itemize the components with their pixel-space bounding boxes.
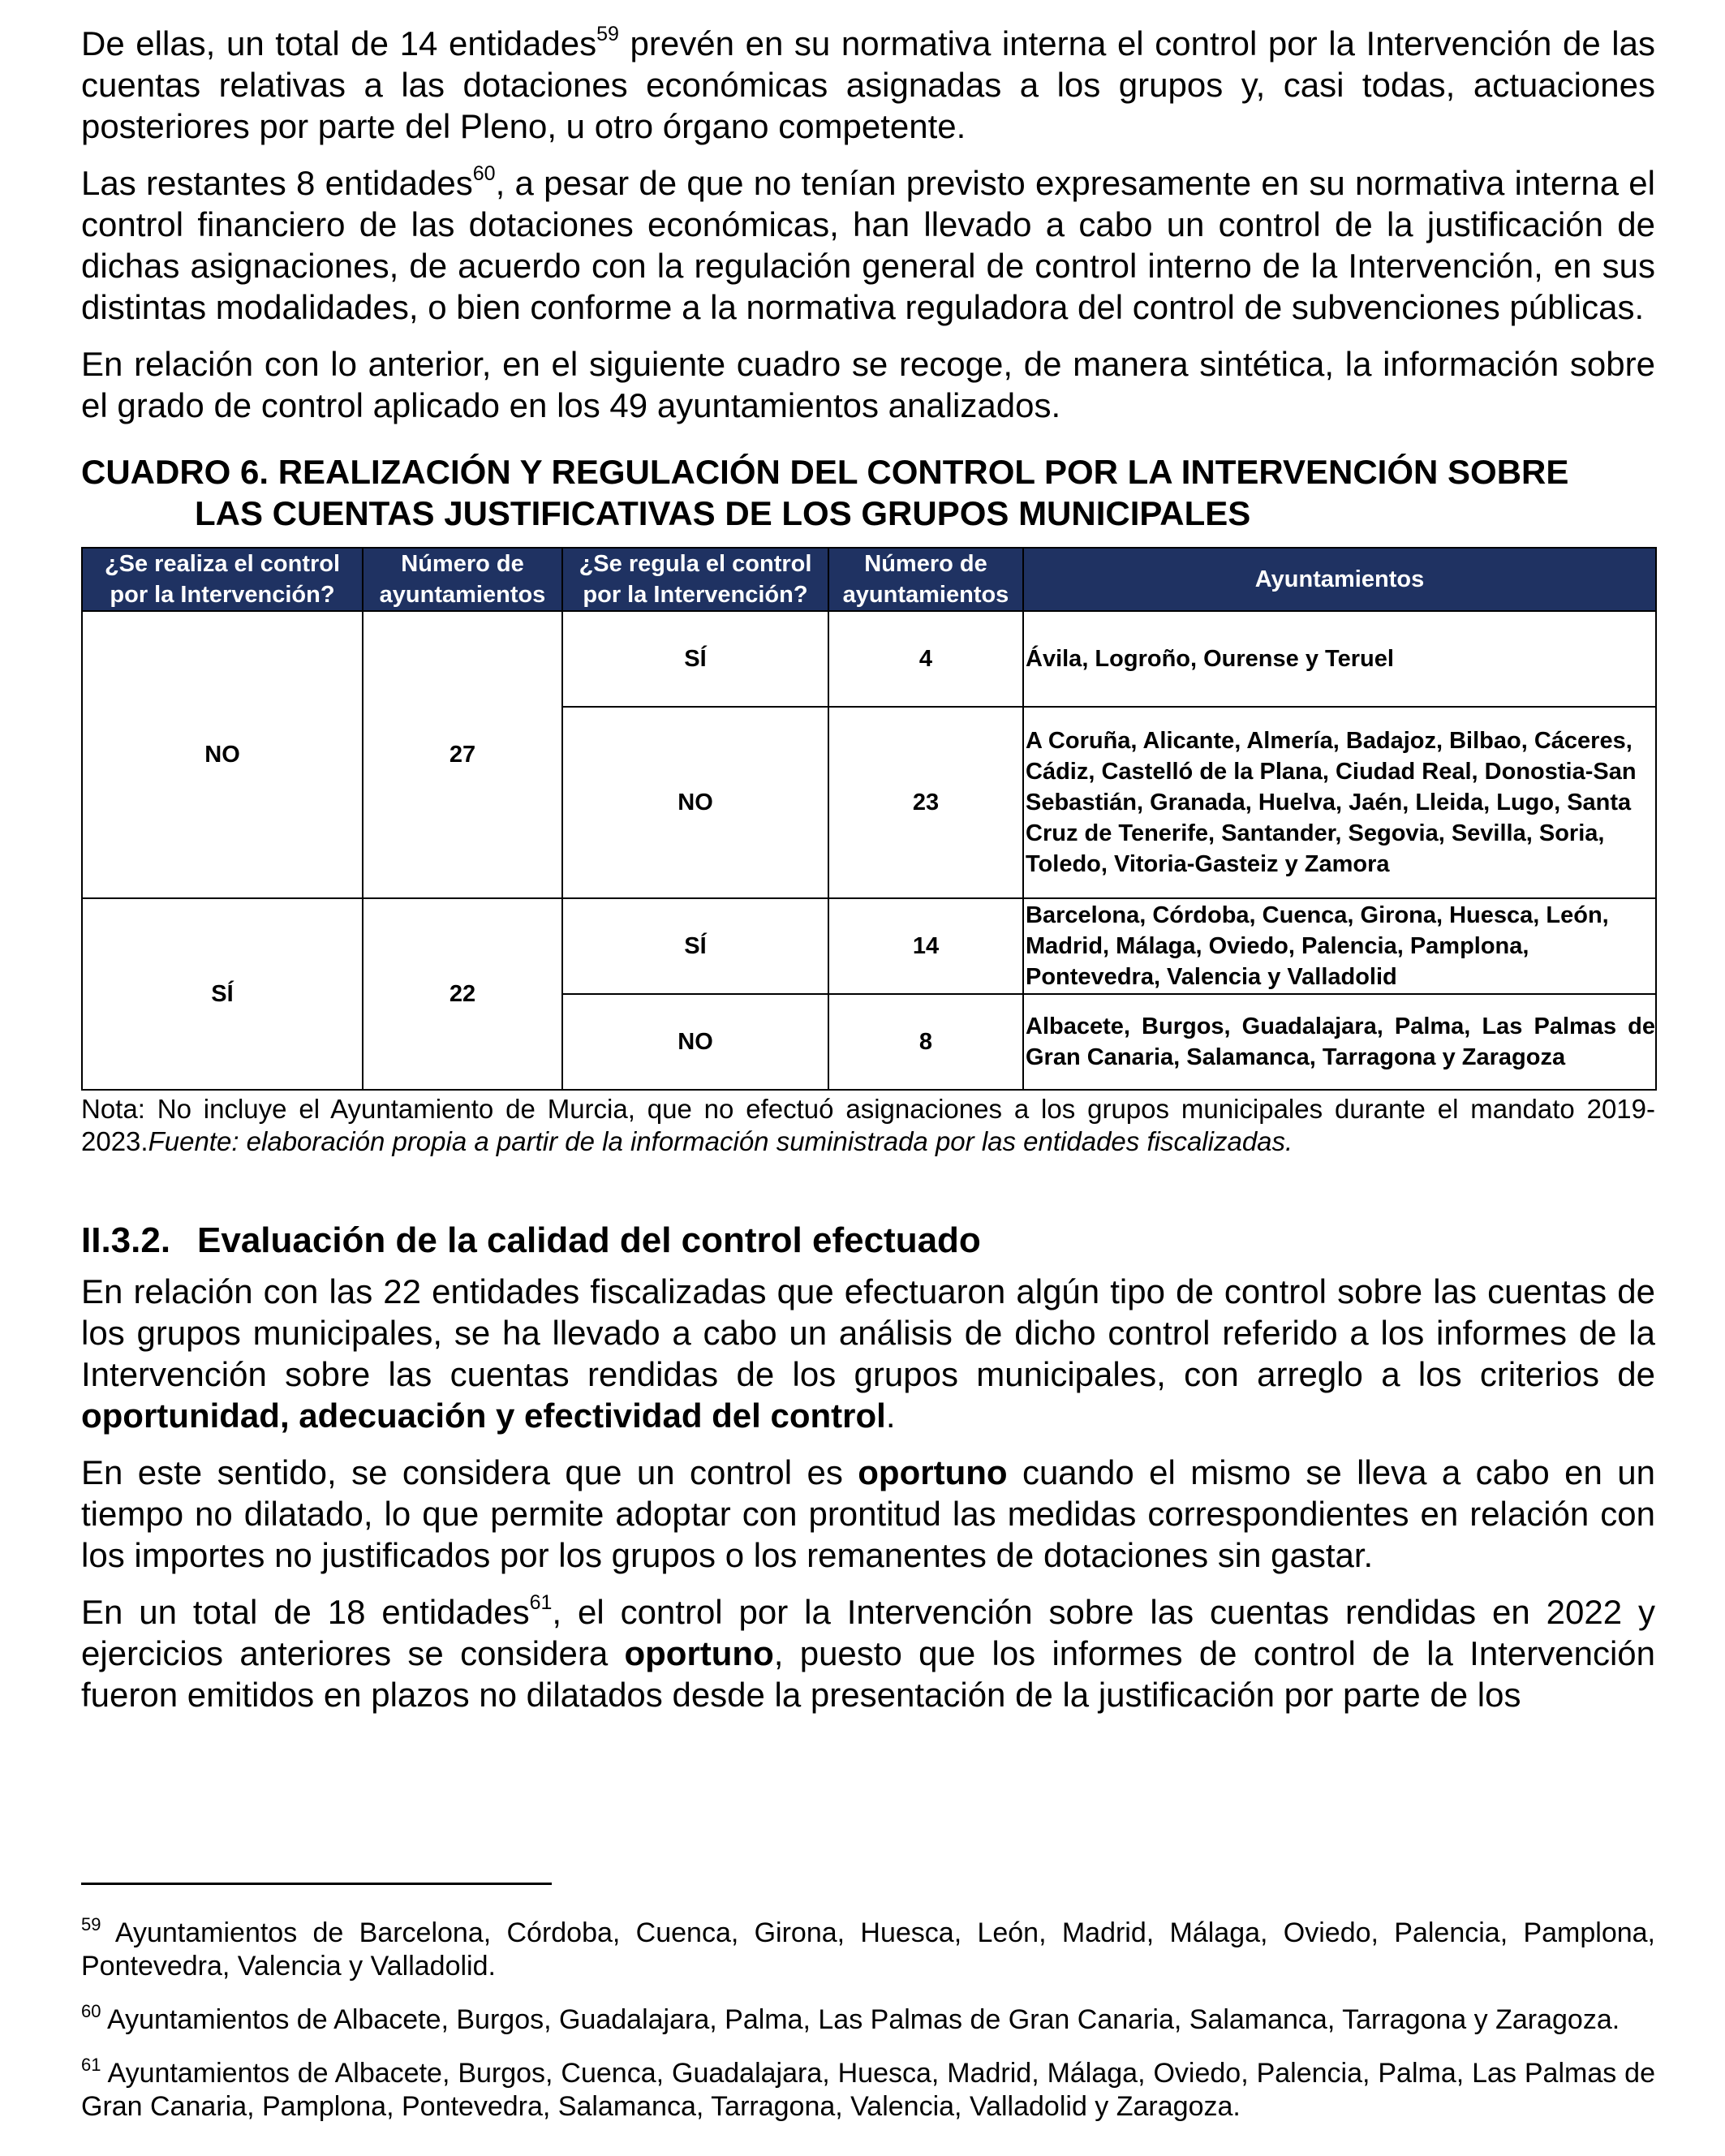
- table-header-row: [82, 548, 1656, 611]
- paragraph-8-entidades: Las restantes 8 entidades$^{60}$, a pesar de que no tenían previsto expresamente en su normativa interna el control financiero de las dotaciones económicas, han llevado a cabo un control de la justificación de dichas asignaciones, de acuerdo con la regulación general de control interno de la Intervención, en sus distintas modalidades, o bien conforme a la normativa reguladora del control de subvenciones públicas.: [81, 162, 1655, 326]
- cell-count: 23: [828, 707, 1023, 898]
- cell-municipios: Barcelona, Córdoba, Cuenca, Girona, Huesca, León, Madrid, Málaga, Oviedo, Palencia, Pamplona, Pontevedra, Valencia y Valladolid: [1023, 898, 1656, 994]
- paragraph-18-entidades: En un total de 18 entidades$^{61}$, el control por la Intervención sobre las cuentas rendidas en 2022 y ejercicios anteriores se considera oportuno, puesto que los informes de control de la Intervención fueron emitidos en plazos no dilatados desde la presentación de la justificación por parte de los: [81, 1591, 1655, 1714]
- paragraph-criterios: En relación con las 22 entidades fiscalizadas que efectuaron algún tipo de control sobre las cuentas de los grupos municipales, se ha llevado a cabo un análisis de dicho control referido a los informes de la Intervención sobre las cuentas rendidas de los grupos municipales, con arreglo a los criterios de oportunidad, adecuación y efectividad del control.: [81, 1272, 1655, 1435]
- cell-regula: NO: [562, 994, 828, 1090]
- header-numero-ayuntamientos-1: Número de ayuntamientos: [363, 548, 562, 611]
- footnote-ref-59[interactable]: 59: [596, 23, 619, 45]
- header-ayuntamientos: Ayuntamientos: [1023, 548, 1656, 611]
- cell-count: 4: [828, 611, 1023, 707]
- control-table: [81, 547, 1657, 1091]
- cell-count: 8: [828, 994, 1023, 1090]
- cell-count: 14: [828, 898, 1023, 994]
- table-note: Nota: No incluye el Ayuntamiento de Murcia, que no efectuó asignaciones a los grupos municipales durante el mandato 2019-2023.Fuente: elaboración propia a partir de la información suministrada por las entidades fiscalizadas.: [81, 1094, 1655, 1156]
- paragraph-14-entidades: De ellas, un total de 14 entidades$^{59}$ prevén en su normativa interna el control por la Intervención de las cuentas relativas a las dotaciones económicas asignadas a los grupos y, casi todas, actuaciones posteriores por parte del Pleno, u otro órgano competente.: [81, 23, 1655, 145]
- cell-count-27: 27: [363, 611, 562, 898]
- cell-municipios: A Coruña, Alicante, Almería, Badajoz, Bilbao, Cáceres, Cádiz, Castelló de la Plana, Ciudad Real, Donostia-San Sebastián, Granada, Huelva, Jaén, Lleida, Lugo, Santa Cruz de Tenerife, Santander, Segovia, Sevilla, Soria, Toledo, Vitoria-Gasteiz y Zamora: [1023, 707, 1656, 898]
- header-realiza-control: ¿Se realiza el control por la Intervención?: [82, 548, 363, 611]
- table-caption: [81, 451, 1655, 534]
- header-regula-control: ¿Se regula el control por la Intervención?: [562, 548, 828, 611]
- cell-regula: NO: [562, 707, 828, 898]
- footnotes: [81, 1914, 1655, 2144]
- footnote-separator: [81, 1883, 552, 1885]
- cell-regula: SÍ: [562, 898, 828, 994]
- footnote-60: $^{60}$ Ayuntamientos de Albacete, Burgos, Guadalajara, Palma, Las Palmas de Gran Canaria, Salamanca, Tarragona y Zaragoza.: [81, 2001, 1620, 2035]
- cell-count-22: 22: [363, 898, 562, 1090]
- footnote-59: $^{59}$ Ayuntamientos de Barcelona, Córdoba, Cuenca, Girona, Huesca, León, Madrid, Málaga, Oviedo, Palencia, Pamplona, Pontevedra, Valencia y Valladolid.: [81, 1914, 1655, 1982]
- cell-realiza-no: NO: [82, 611, 363, 898]
- section-number: II.3.2.: [81, 1220, 171, 1260]
- section-title: Evaluación de la calidad del control efectuado: [197, 1220, 981, 1260]
- cell-municipios: Ávila, Logroño, Ourense y Teruel: [1023, 611, 1656, 707]
- section-heading: [81, 1220, 1655, 1261]
- table-caption-line2: LAS CUENTAS JUSTIFICATIVAS DE LOS GRUPOS MUNICIPALES: [195, 494, 1251, 532]
- footnote-ref-61[interactable]: 61: [529, 1591, 553, 1614]
- table-row: [82, 611, 1656, 707]
- cell-realiza-si: SÍ: [82, 898, 363, 1090]
- table-source: Fuente: elaboración propia a partir de la información suministrada por las entidades fiscalizadas.: [148, 1126, 1293, 1156]
- document-page: [81, 23, 1655, 1715]
- paragraph-oportuno: En este sentido, se considera que un control es oportuno cuando el mismo se lleva a cabo en un tiempo no dilatado, lo que permite adoptar con prontitud las medidas correspondientes en relación con los importes no justificados por los grupos o los remanentes de dotaciones sin gastar.: [81, 1453, 1655, 1574]
- cell-regula: SÍ: [562, 611, 828, 707]
- table-row: [82, 898, 1656, 994]
- footnote-61: $^{61}$ Ayuntamientos de Albacete, Burgos, Cuenca, Guadalajara, Huesca, Madrid, Málaga, Oviedo, Palencia, Palma, Las Palmas de Gran Canaria, Pamplona, Pontevedra, Salamanca, Tarragona, Valencia, Valladolid y Zaragoza.: [81, 2055, 1655, 2122]
- table-caption-line1: CUADRO 6. REALIZACIÓN Y REGULACIÓN DEL CONTROL POR LA INTERVENCIÓN SOBRE: [81, 453, 1569, 491]
- header-numero-ayuntamientos-2: Número de ayuntamientos: [828, 548, 1023, 611]
- footnote-ref-60[interactable]: 60: [472, 162, 496, 185]
- cell-municipios: Albacete, Burgos, Guadalajara, Palma, Las Palmas de Gran Canaria, Salamanca, Tarragona y Zaragoza: [1023, 994, 1656, 1090]
- paragraph-cuadro-intro: En relación con lo anterior, en el siguiente cuadro se recoge, de manera sintética, la información sobre el grado de control aplicado en los 49 ayuntamientos analizados.: [81, 345, 1655, 424]
